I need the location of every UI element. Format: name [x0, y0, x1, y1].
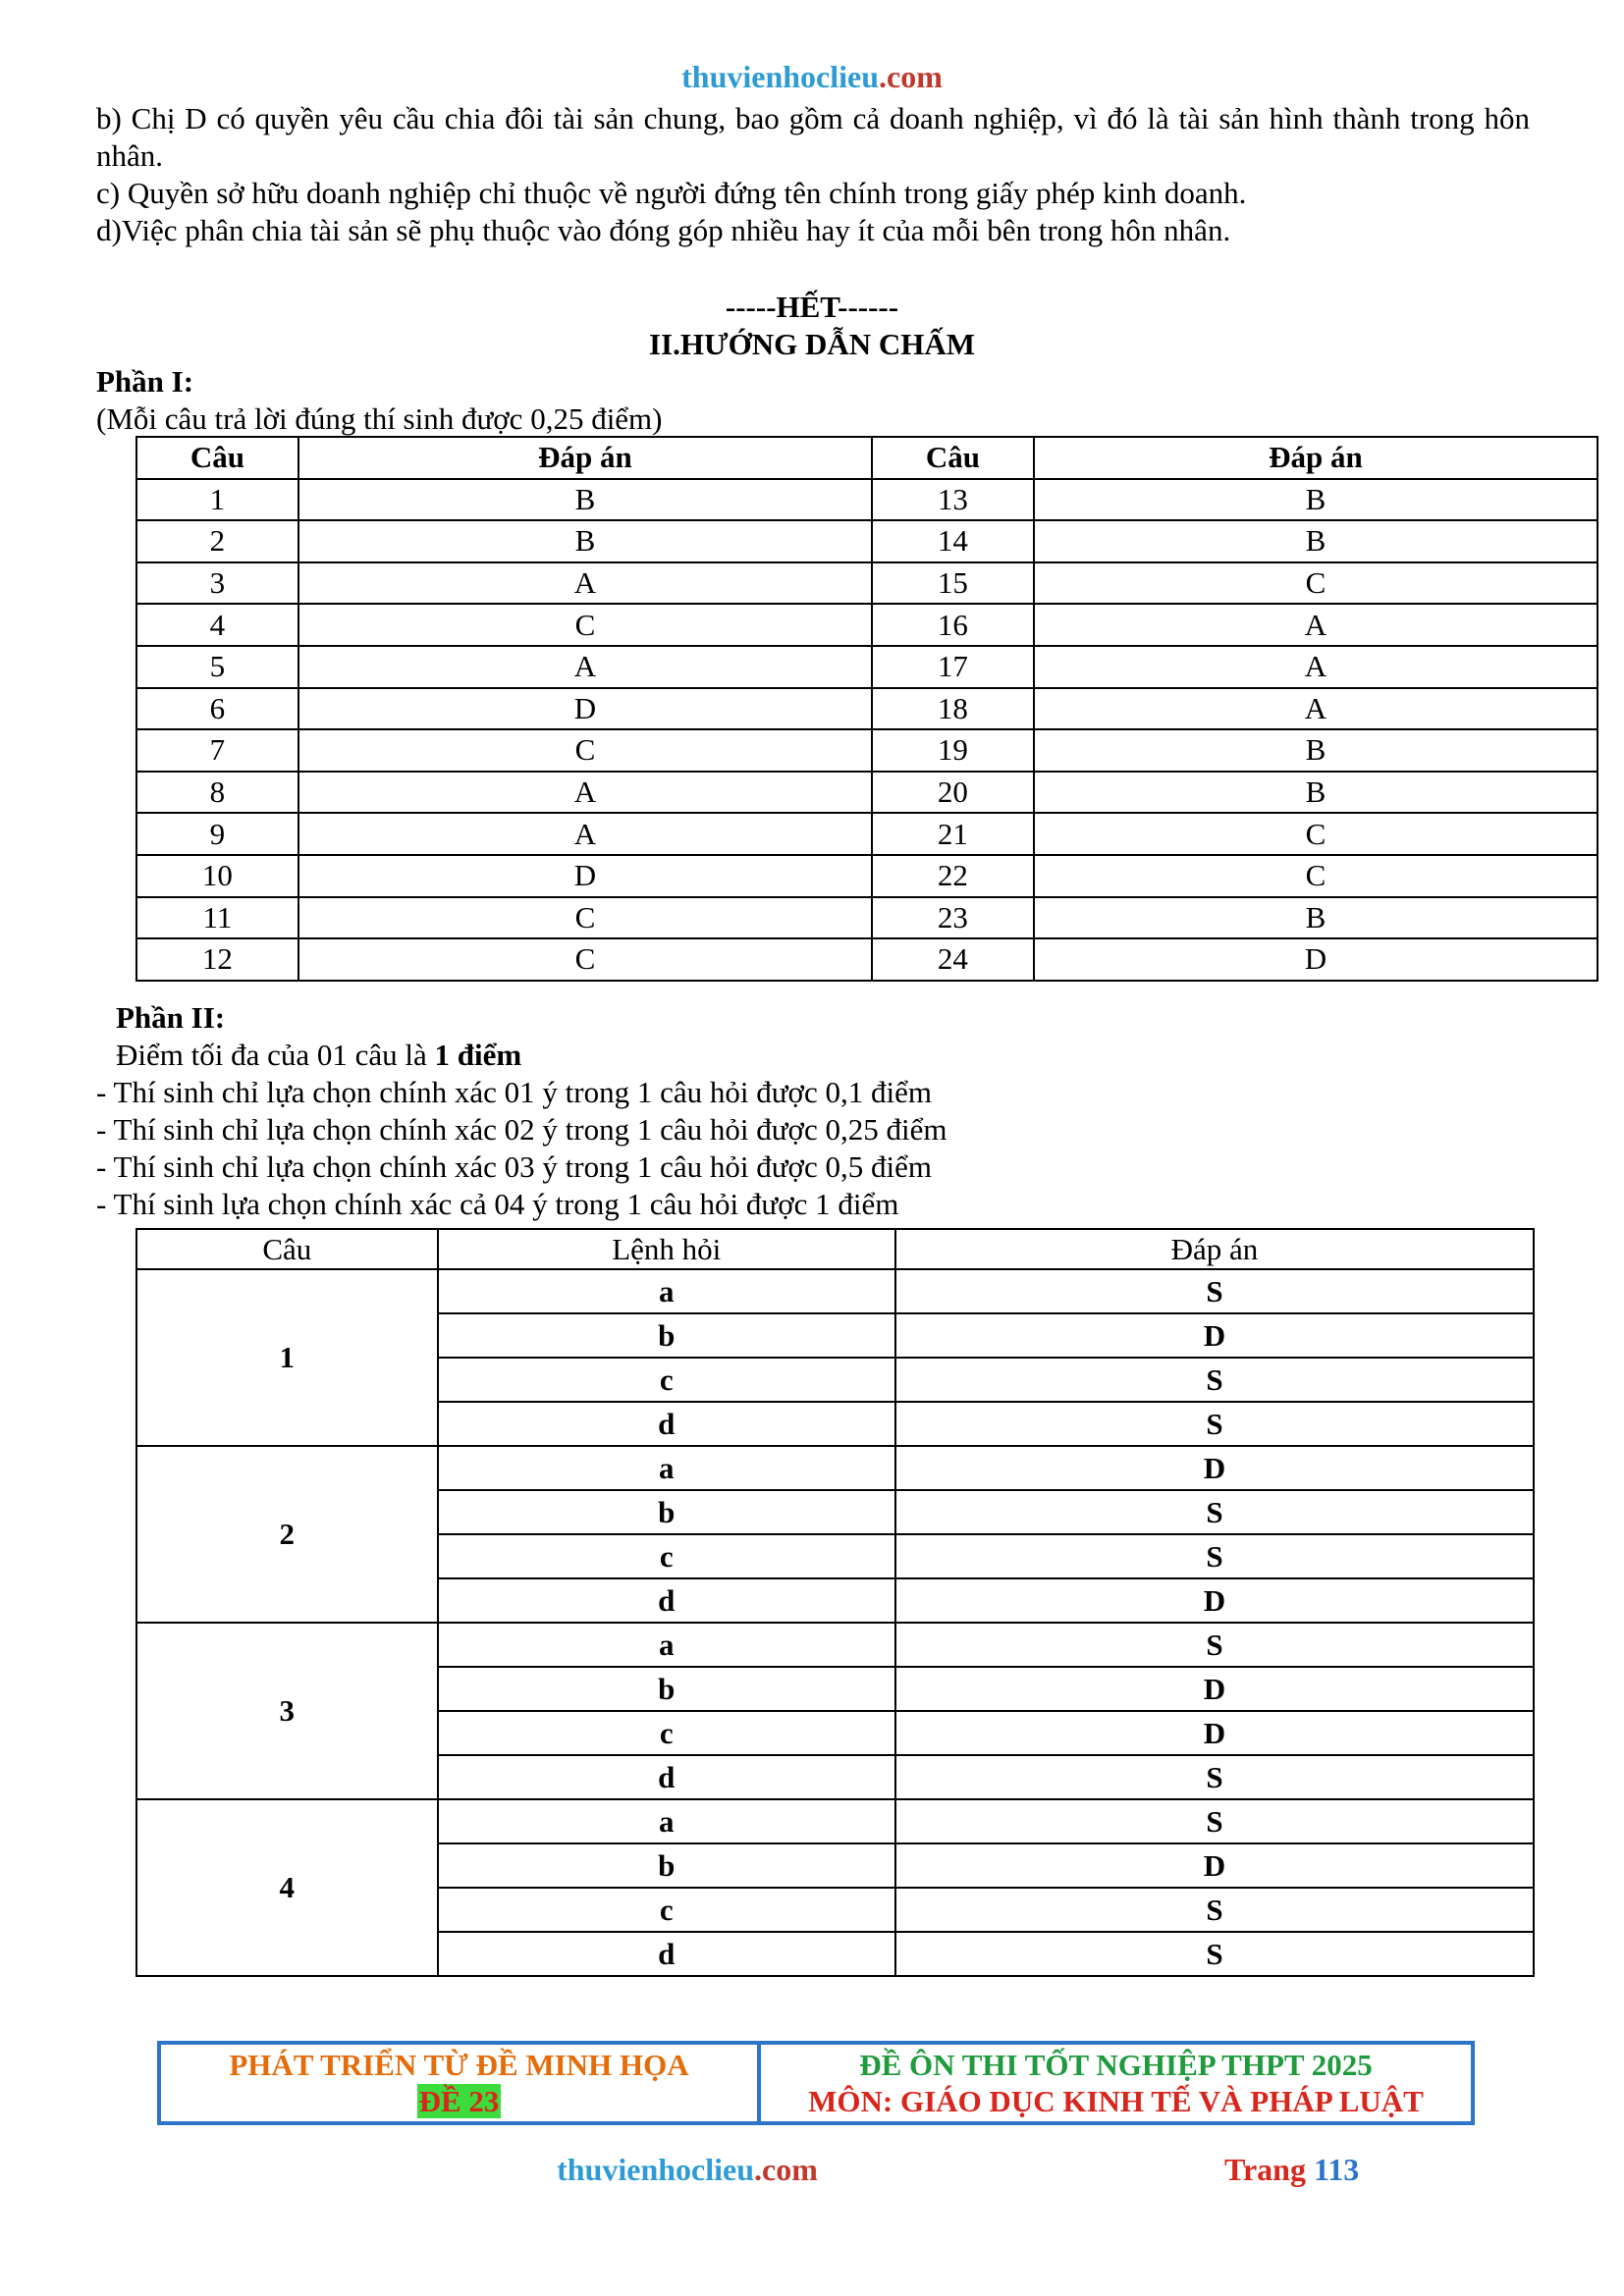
table-header-cell: Đáp án — [1034, 437, 1597, 479]
answer-cell: S — [895, 1402, 1534, 1446]
part2-answer-table — [135, 1228, 1535, 1977]
table-header-cell: Đáp án — [298, 437, 872, 479]
section-title: II.HƯỚNG DẪN CHẤM — [648, 327, 976, 361]
table-row — [136, 772, 1597, 814]
table-cell: A — [1034, 688, 1597, 730]
table-row — [136, 855, 1597, 897]
part2-rule: - Thí sinh chỉ lựa chọn chính xác 02 ý trong 1 câu hỏi được 0,25 điểm — [96, 1112, 947, 1147]
table-cell: 18 — [872, 688, 1034, 730]
footer-box-left — [161, 2045, 761, 2121]
table-row — [136, 688, 1597, 730]
answer-cell: S — [895, 1799, 1534, 1843]
statement-letter-cell: c — [438, 1358, 895, 1402]
table-cell: 4 — [136, 604, 298, 646]
table-cell: A — [1034, 604, 1597, 646]
statement-letter-cell: d — [438, 1402, 895, 1446]
part2-max-score — [116, 1037, 521, 1074]
statement-letter-cell: d — [438, 1932, 895, 1976]
answer-option-d: d)Việc phân chia tài sản sẽ phụ thuộc vào đóng góp nhiều hay ít của mỗi bên trong hôn nhân. — [96, 213, 1231, 247]
statement-letter-cell: b — [438, 1843, 895, 1888]
statement-letter-cell: a — [438, 1269, 895, 1313]
answer-cell: D — [895, 1313, 1534, 1358]
table-cell: 24 — [872, 938, 1034, 981]
answer-cell: D — [895, 1843, 1534, 1888]
table-cell: C — [1034, 813, 1597, 855]
statement-letter-cell: a — [438, 1623, 895, 1667]
table-cell: A — [298, 772, 872, 814]
table-cell: 19 — [872, 729, 1034, 772]
table-cell: 3 — [136, 562, 298, 605]
answer-cell: S — [895, 1623, 1534, 1667]
table-header-cell: Câu — [872, 437, 1034, 479]
footer-source-label: PHÁT TRIỂN TỪ ĐỀ MINH HỌA — [229, 2048, 689, 2082]
statement-letter-cell: c — [438, 1711, 895, 1755]
part2-rule: - Thí sinh lựa chọn chính xác cả 04 ý trong 1 câu hỏi được 1 điểm — [96, 1187, 899, 1221]
table-header-cell: Câu — [136, 437, 298, 479]
table-cell: C — [1034, 562, 1597, 605]
footer-exam-title: ĐỀ ÔN THI TỐT NGHIỆP THPT 2025 — [859, 2048, 1373, 2082]
table-cell: B — [298, 479, 872, 521]
table-cell: C — [298, 938, 872, 981]
answer-cell: D — [895, 1667, 1534, 1711]
table-header-cell: Câu — [136, 1229, 438, 1269]
table-cell: B — [1034, 520, 1597, 562]
footer-box-right — [761, 2045, 1471, 2121]
table-row — [136, 562, 1597, 605]
part1-title: Phần I: — [96, 364, 194, 399]
table-row — [136, 813, 1597, 855]
table-cell: 10 — [136, 855, 298, 897]
table-cell: D — [298, 688, 872, 730]
table-cell: D — [1034, 938, 1597, 981]
table-header-cell: Lệnh hỏi — [438, 1229, 895, 1269]
answer-cell: S — [895, 1534, 1534, 1578]
header-site-text: thuvienhoclieu — [681, 59, 880, 94]
table-cell: 9 — [136, 813, 298, 855]
answer-option-c: c) Quyền sở hữu doanh nghiệp chỉ thuộc về người đứng tên chính trong giấy phép kinh doanh. — [96, 176, 1247, 210]
table-cell: B — [1034, 479, 1597, 521]
statement-letter-cell: c — [438, 1534, 895, 1578]
table-cell: 20 — [872, 772, 1034, 814]
table-cell: A — [298, 813, 872, 855]
end-mark: -----HẾT------ — [725, 290, 899, 324]
page-number — [1224, 2152, 1359, 2188]
footer-exam-number: ĐỀ 23 — [418, 2084, 500, 2118]
table-cell: C — [298, 729, 872, 772]
table-cell: B — [1034, 772, 1597, 814]
table-cell: 5 — [136, 646, 298, 688]
table-row — [136, 1799, 1534, 1843]
table-cell: 13 — [872, 479, 1034, 521]
statement-letter-cell: a — [438, 1446, 895, 1490]
table-header-row — [136, 1229, 1534, 1269]
table-cell: 8 — [136, 772, 298, 814]
table-row — [136, 1269, 1534, 1313]
question-number-cell: 1 — [136, 1269, 438, 1446]
statement-letter-cell: d — [438, 1755, 895, 1799]
table-row — [136, 1446, 1534, 1490]
table-header-cell: Đáp án — [895, 1229, 1534, 1269]
table-cell: 15 — [872, 562, 1034, 605]
footer-site-text: thuvienhoclieu — [557, 2152, 755, 2187]
answer-cell: S — [895, 1490, 1534, 1534]
answer-cell: S — [895, 1358, 1534, 1402]
table-row — [136, 729, 1597, 772]
table-cell: 12 — [136, 938, 298, 981]
table-cell: 23 — [872, 897, 1034, 939]
table-cell: B — [1034, 897, 1597, 939]
table-cell: C — [298, 897, 872, 939]
part1-answer-table — [135, 436, 1598, 982]
table-cell: 11 — [136, 897, 298, 939]
table-header-row — [136, 437, 1597, 479]
page-label: Trang — [1224, 2152, 1314, 2187]
statement-letter-cell: b — [438, 1313, 895, 1358]
answer-cell: S — [895, 1888, 1534, 1932]
answer-cell: S — [895, 1269, 1534, 1313]
table-row — [136, 479, 1597, 521]
table-row — [136, 1623, 1534, 1667]
footer-info-box — [157, 2041, 1475, 2125]
table-cell: 22 — [872, 855, 1034, 897]
question-number-cell: 2 — [136, 1446, 438, 1623]
answer-cell: D — [895, 1446, 1534, 1490]
statement-letter-cell: d — [438, 1578, 895, 1623]
header-site-name — [0, 59, 1624, 95]
table-cell: 6 — [136, 688, 298, 730]
answer-option-b: b) Chị D có quyền yêu cầu chia đôi tài sản chung, bao gồm cả doanh nghiệp, vì đó là tài sản hình thành trong hôn nhân. — [96, 101, 1530, 173]
footer-site-name — [0, 2152, 1375, 2188]
max-score-value: 1 điểm — [434, 1038, 522, 1072]
table-row — [136, 604, 1597, 646]
part2-title: Phần II: — [116, 1000, 226, 1035]
table-cell: A — [298, 562, 872, 605]
table-cell: B — [1034, 729, 1597, 772]
table-cell: 17 — [872, 646, 1034, 688]
table-row — [136, 938, 1597, 981]
answer-cell: S — [895, 1932, 1534, 1976]
table-cell: C — [1034, 855, 1597, 897]
answer-cell: D — [895, 1578, 1534, 1623]
statement-letter-cell: c — [438, 1888, 895, 1932]
part2-rule: - Thí sinh chỉ lựa chọn chính xác 03 ý trong 1 câu hỏi được 0,5 điểm — [96, 1149, 932, 1184]
table-cell: A — [298, 646, 872, 688]
table-cell: 16 — [872, 604, 1034, 646]
part2-rule: - Thí sinh chỉ lựa chọn chính xác 01 ý trong 1 câu hỏi được 0,1 điểm — [96, 1075, 932, 1109]
statement-letter-cell: b — [438, 1490, 895, 1534]
table-cell: C — [298, 604, 872, 646]
statement-letter-cell: b — [438, 1667, 895, 1711]
statement-letter-cell: a — [438, 1799, 895, 1843]
footer-site-tld: .com — [754, 2152, 818, 2187]
table-row — [136, 646, 1597, 688]
table-row — [136, 520, 1597, 562]
footer-subject: MÔN: GIÁO DỤC KINH TẾ VÀ PHÁP LUẬT — [808, 2084, 1424, 2118]
part1-note: (Mỗi câu trả lời đúng thí sinh được 0,25 điểm) — [96, 401, 663, 436]
table-cell: 21 — [872, 813, 1034, 855]
answer-cell: D — [895, 1711, 1534, 1755]
answer-cell: S — [895, 1755, 1534, 1799]
table-cell: 7 — [136, 729, 298, 772]
table-cell: B — [298, 520, 872, 562]
max-score-prefix: Điểm tối đa của 01 câu là — [116, 1038, 435, 1072]
question-number-cell: 4 — [136, 1799, 438, 1976]
page-number-value: 113 — [1313, 2152, 1360, 2187]
table-row — [136, 897, 1597, 939]
table-cell: A — [1034, 646, 1597, 688]
table-cell: 14 — [872, 520, 1034, 562]
table-cell: 2 — [136, 520, 298, 562]
table-cell: D — [298, 855, 872, 897]
question-number-cell: 3 — [136, 1623, 438, 1799]
table-cell: 1 — [136, 479, 298, 521]
header-site-tld: .com — [879, 59, 943, 94]
